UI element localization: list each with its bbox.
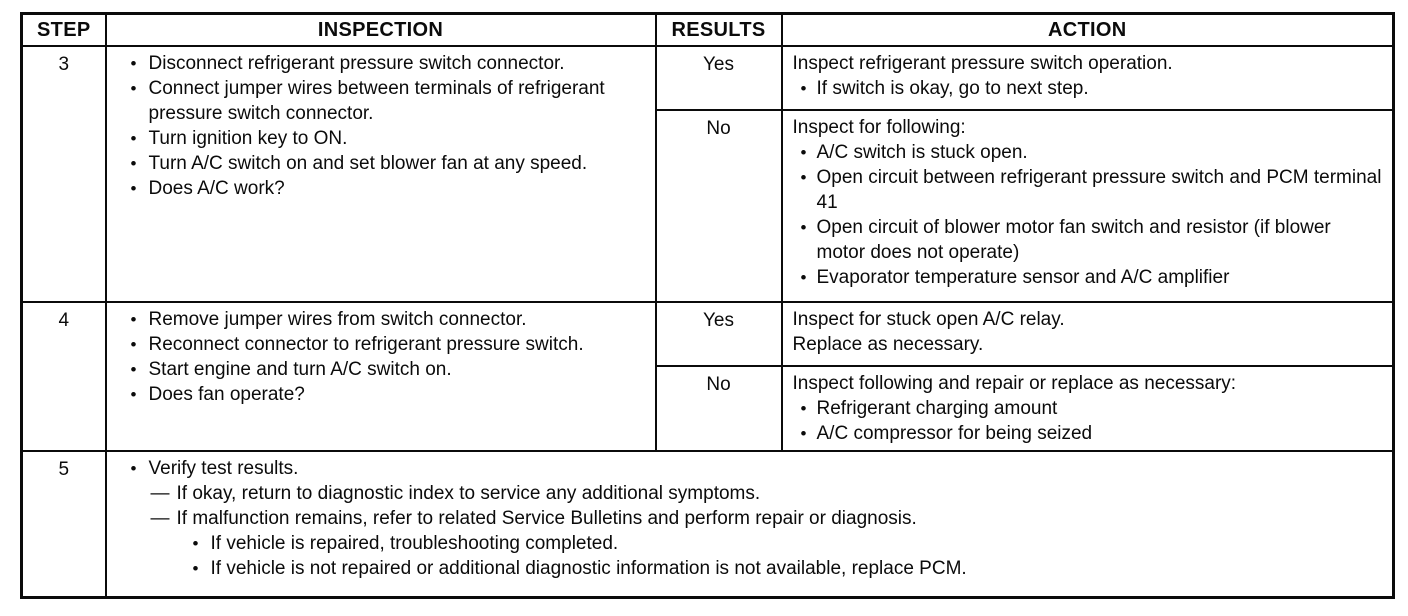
action-bullet	[791, 396, 1385, 421]
step-3-yes-action-cell	[782, 46, 1394, 110]
inspection-bullet	[119, 151, 647, 176]
step-3-yes-row	[22, 46, 1394, 110]
bullet-icon: •	[130, 459, 137, 478]
sub-bullet	[181, 556, 1385, 581]
inspection-text: Turn ignition key to ON.	[148, 128, 348, 149]
inspection-text: Turn A/C switch on and set blower fan at any speed.	[148, 153, 588, 174]
action-text: Open circuit of blower motor fan switch and resistor (if blower motor does not operate)	[816, 217, 1331, 263]
action-text: Open circuit between refrigerant pressure switch and PCM terminal 41	[816, 167, 1382, 213]
sub-bullet	[181, 531, 1385, 556]
inspection-text: Connect jumper wires between terminals of refrigerant pressure switch connector.	[148, 78, 605, 124]
inspection-bullet	[119, 176, 647, 201]
bullet-icon: •	[130, 179, 137, 198]
result-no: No	[656, 110, 782, 302]
bullet-icon: •	[800, 143, 807, 162]
inspection-bullet	[119, 76, 647, 126]
action-line: Inspect following and repair or replace as necessary:	[792, 373, 1237, 394]
inspection-bullet	[119, 332, 647, 357]
step-4-yes-action-cell	[782, 302, 1394, 366]
step-3-no-action-cell	[782, 110, 1394, 302]
step-3-inspection-cell	[106, 46, 656, 302]
step-5-content-cell	[106, 451, 1394, 597]
step-number-3: 3	[22, 46, 106, 302]
header-row	[22, 14, 1394, 47]
result-yes: Yes	[656, 302, 782, 366]
inspection-text: Start engine and turn A/C switch on.	[148, 359, 452, 380]
bullet-icon: •	[130, 335, 137, 354]
bullet-icon: •	[130, 79, 137, 98]
step-5-row	[22, 451, 1394, 597]
bullet-icon: •	[130, 129, 137, 148]
column-header-action: ACTION	[782, 14, 1394, 47]
action-line: Inspect for stuck open A/C relay.	[792, 309, 1065, 330]
verify-bullet	[119, 456, 1385, 481]
inspection-text: Remove jumper wires from switch connector.	[148, 309, 527, 330]
dash-text: If okay, return to diagnostic index to service any additional symptoms.	[176, 483, 761, 504]
inspection-bullet	[119, 126, 647, 151]
action-bullet	[791, 265, 1385, 290]
sub-bullet-text: If vehicle is not repaired or additional diagnostic information is not available, replace PCM.	[210, 558, 967, 579]
dash-line	[151, 506, 1385, 531]
bullet-icon: •	[130, 385, 137, 404]
bullet-icon: •	[800, 168, 807, 187]
inspection-text: Disconnect refrigerant pressure switch connector.	[148, 53, 565, 74]
inspection-bullet	[119, 307, 647, 332]
step-number-4: 4	[22, 302, 106, 451]
step-4-no-action-cell	[782, 366, 1394, 451]
inspection-bullet	[119, 382, 647, 407]
action-text: If switch is okay, go to next step.	[816, 78, 1089, 99]
action-text: A/C compressor for being seized	[816, 423, 1093, 444]
dash-icon: —	[150, 508, 170, 529]
result-yes: Yes	[656, 46, 782, 110]
bullet-icon: •	[130, 310, 137, 329]
action-line: Inspect for following:	[792, 117, 966, 138]
result-no: No	[656, 366, 782, 451]
inspection-text: Does A/C work?	[148, 178, 285, 199]
action-text: A/C switch is stuck open.	[816, 142, 1028, 163]
bullet-icon: •	[800, 79, 807, 98]
dash-icon: —	[150, 483, 170, 504]
bullet-icon: •	[130, 360, 137, 379]
verify-text: Verify test results.	[148, 458, 299, 479]
bullet-icon: •	[800, 218, 807, 237]
action-line: Inspect refrigerant pressure switch operation.	[792, 53, 1173, 74]
bullet-icon: •	[800, 268, 807, 287]
step-number-5: 5	[22, 451, 106, 597]
action-text: Evaporator temperature sensor and A/C amplifier	[816, 267, 1230, 288]
column-header-inspection: INSPECTION	[106, 14, 656, 47]
action-bullet	[791, 165, 1385, 215]
column-header-results: RESULTS	[656, 14, 782, 47]
inspection-bullet	[119, 51, 647, 76]
inspection-bullet	[119, 357, 647, 382]
bullet-icon: •	[130, 154, 137, 173]
inspection-text: Does fan operate?	[148, 384, 305, 405]
action-text: Refrigerant charging amount	[816, 398, 1058, 419]
action-line: Replace as necessary.	[792, 334, 984, 355]
bullet-icon: •	[192, 534, 199, 553]
bullet-icon: •	[800, 399, 807, 418]
sub-bullet-text: If vehicle is repaired, troubleshooting completed.	[210, 533, 619, 554]
bullet-icon: •	[192, 559, 199, 578]
step-4-yes-row	[22, 302, 1394, 366]
action-bullet	[791, 76, 1385, 101]
step-4-inspection-cell	[106, 302, 656, 451]
troubleshooting-table	[20, 12, 1395, 599]
action-bullet	[791, 215, 1385, 265]
action-bullet	[791, 140, 1385, 165]
column-header-step: STEP	[22, 14, 106, 47]
action-bullet	[791, 421, 1385, 446]
dash-text: If malfunction remains, refer to related Service Bulletins and perform repair or diagnosis.	[176, 508, 917, 529]
bullet-icon: •	[800, 424, 807, 443]
inspection-text: Reconnect connector to refrigerant pressure switch.	[148, 334, 584, 355]
bullet-icon: •	[130, 54, 137, 73]
dash-line	[151, 481, 1385, 506]
